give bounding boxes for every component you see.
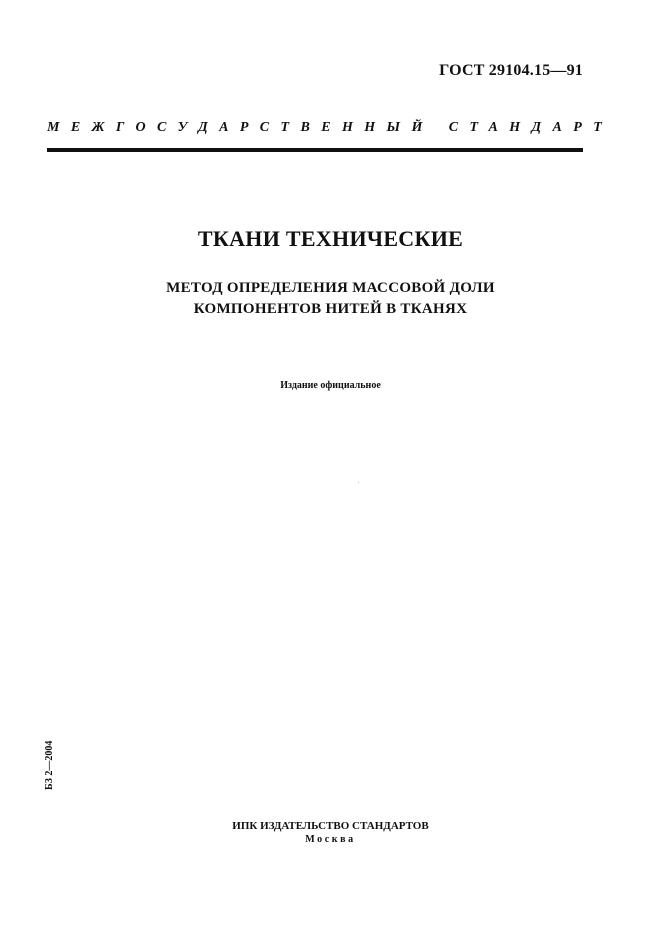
document-title: ТКАНИ ТЕХНИЧЕСКИЕ xyxy=(197,226,464,251)
subtitle-line-1: МЕТОД ОПРЕДЕЛЕНИЯ МАССОВОЙ ДОЛИ xyxy=(166,280,495,296)
document-number: ГОСТ 29104.15—91 xyxy=(439,62,583,79)
header-rule xyxy=(47,148,583,152)
subtitle-line-2: КОМПОНЕНТОВ НИТЕЙ В ТКАНЯХ xyxy=(193,301,468,317)
standard-type-heading: МЕЖГОСУДАРСТВЕННЫЙ СТАНДАРТ xyxy=(47,120,614,135)
print-speck xyxy=(358,482,359,483)
side-code: БЗ 2—2004 xyxy=(44,740,55,790)
edition-note: Издание официальное xyxy=(280,380,381,391)
publisher-name: ИПК ИЗДАТЕЛЬСТВО СТАНДАРТОВ xyxy=(232,820,429,832)
document-subtitle xyxy=(0,278,661,320)
publisher-city: Москва xyxy=(305,834,356,845)
